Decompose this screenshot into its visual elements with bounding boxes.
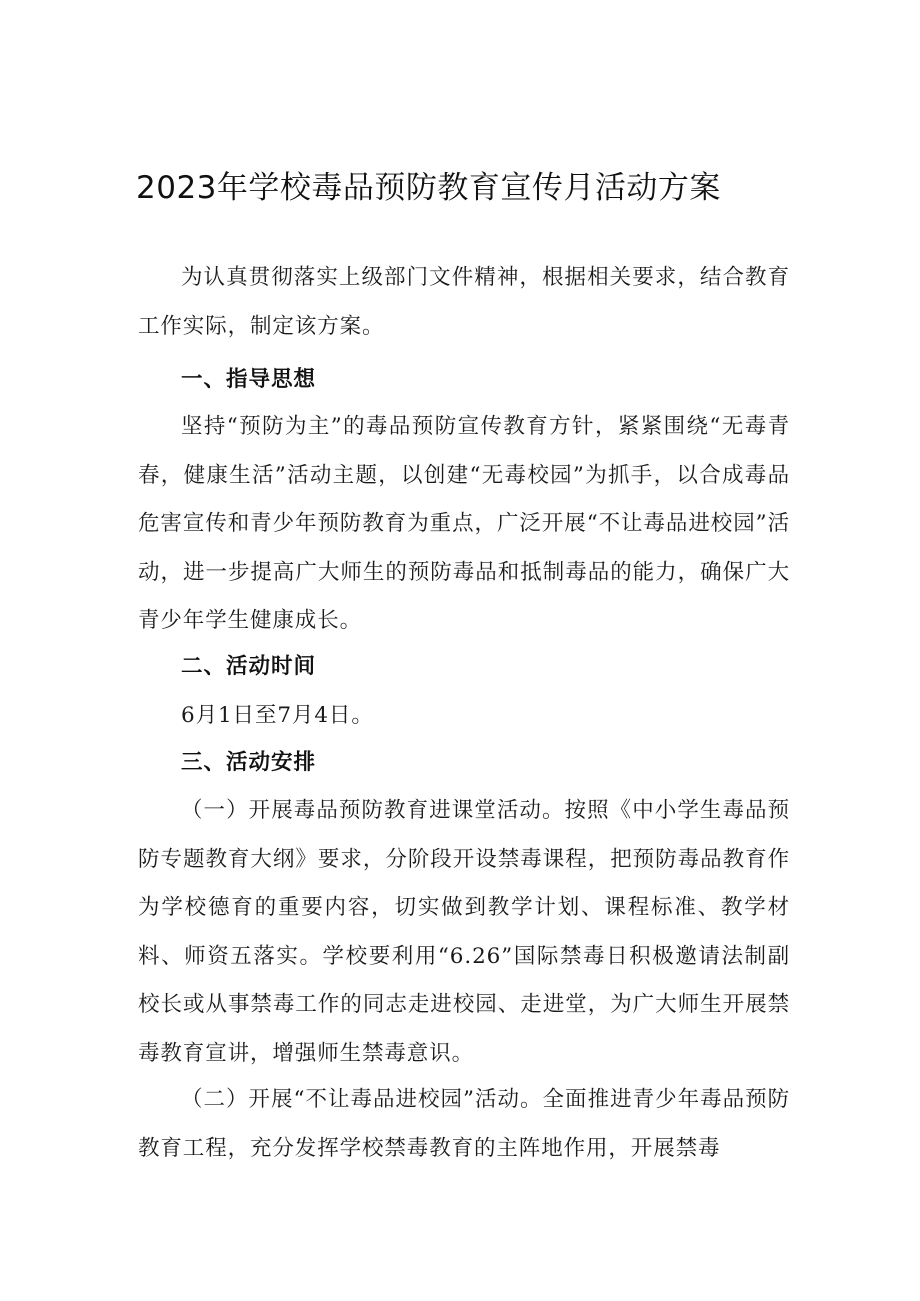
section-heading-guiding-ideology: 一、指导思想 [181, 367, 317, 392]
document-title: 2023年学校毒品预防教育宣传月活动方案 [136, 170, 721, 206]
activity-time-text: 6月1日至7月4日。 [181, 703, 374, 728]
intro-paragraph: 为认真贯彻落实上级部门文件精神，根据相关要求，结合教育工作实际，制定该方案。 [138, 265, 790, 339]
arrangement-item-1: （一）开展毒品预防教育进课堂活动。按照《中小学生毒品预防专题教育大纲》要求，分阶段开设禁毒课程，把预防毒品教育作为学校德育的重要内容，切实做到教学计划、课程标准、教学材料、师资五落实。学校要利用“6.26”国际禁毒日积极邀请法制副校长或从事禁毒工作的同志走进校园、走进堂，为广大师生开展禁毒教育宣讲，增强师生禁毒意识。 [138, 798, 790, 1066]
arrangement-item-2: （二）开展“不让毒品进校园”活动。全面推进青少年毒品预防教育工程，充分发挥学校禁毒教育的主阵地作用，开展禁毒 [138, 1087, 790, 1161]
section-heading-activity-arrangement: 三、活动安排 [181, 750, 317, 775]
guiding-ideology-paragraph: 坚持“预防为主”的毒品预防宣传教育方针，紧紧围绕“无毒青春，健康生活”活动主题，以创建“无毒校园”为抓手，以合成毒品危害宣传和青少年预防教育为重点，广泛开展“不让毒品进校园”活动，进一步提高广大师生的预防毒品和抵制毒品的能力，确保广大青少年学生健康成长。 [138, 414, 790, 633]
section-heading-activity-time: 二、活动时间 [181, 654, 317, 679]
